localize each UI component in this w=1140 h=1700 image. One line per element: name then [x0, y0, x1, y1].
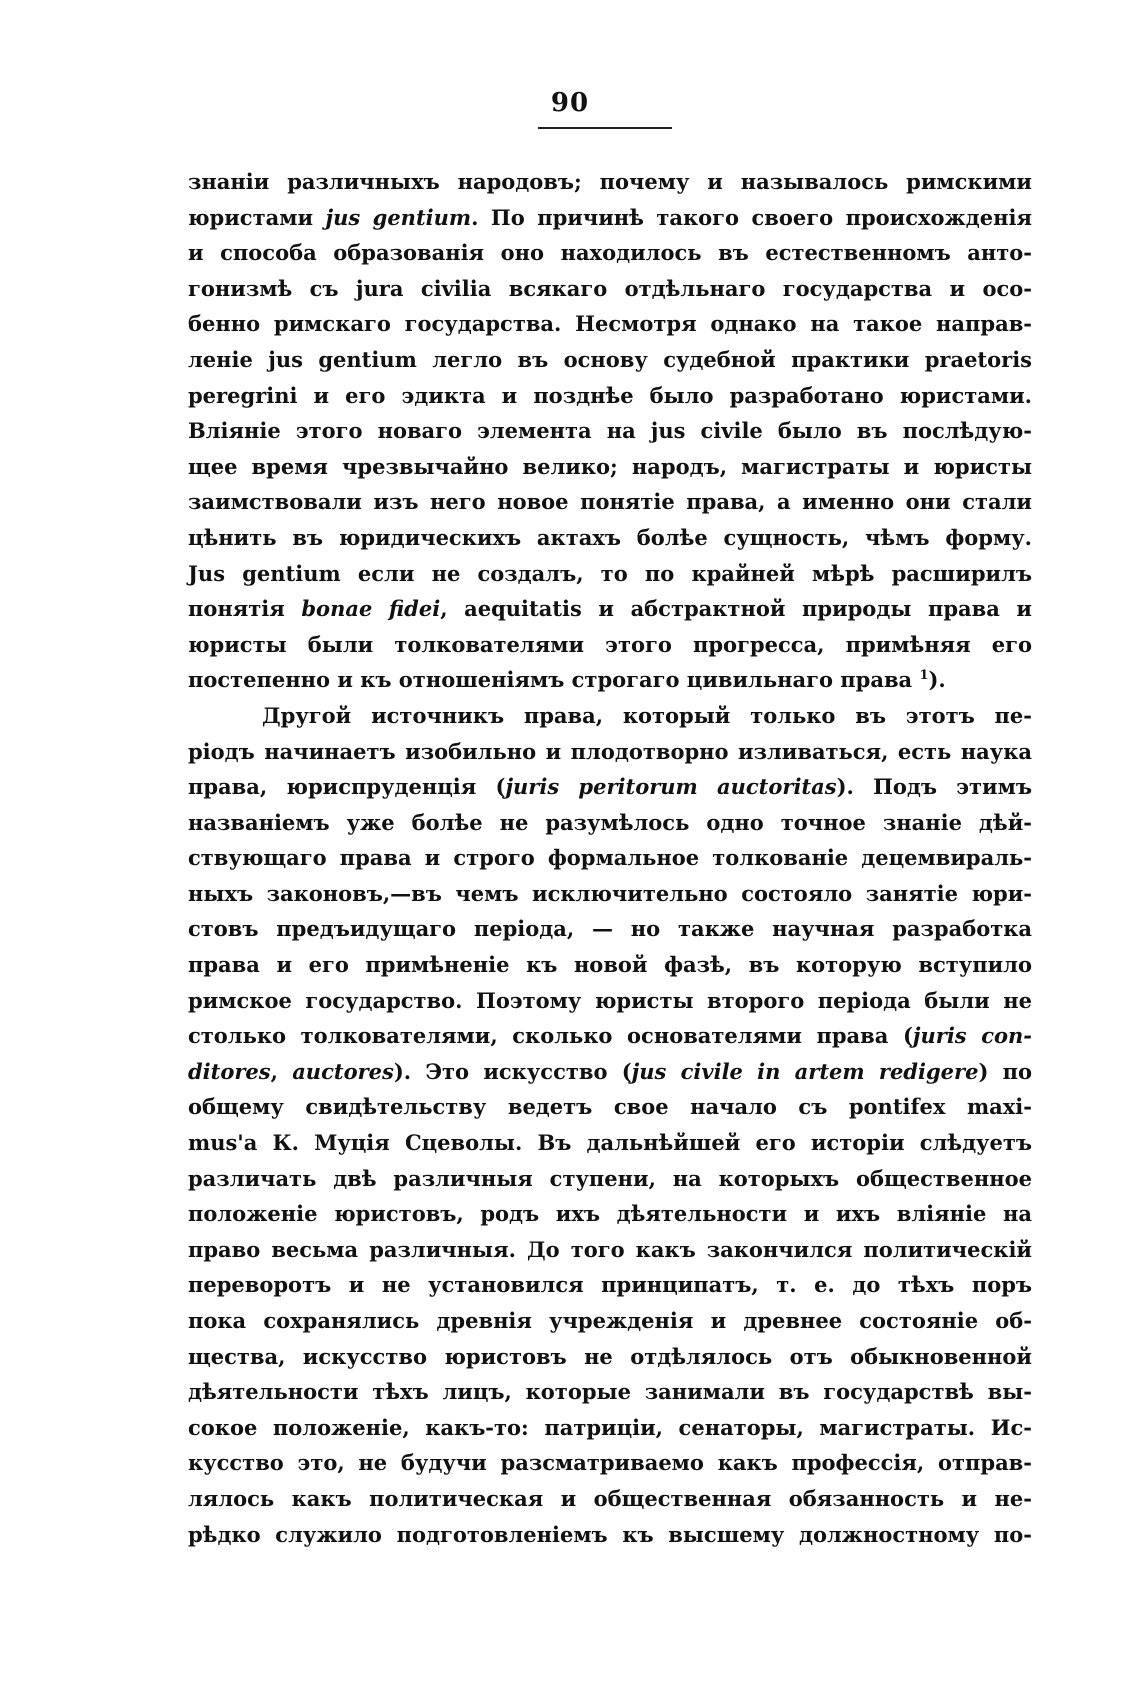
page-number-rule	[538, 127, 672, 129]
text-line: юристы были толкователями этого прогресса, примѣняя его	[188, 631, 1032, 657]
text-line: стовъ предъидущаго перiода, — но также научная разработка	[188, 916, 1032, 942]
text-line: различать двѣ различныя ступени, на которыхъ общественное	[188, 1165, 1032, 1191]
text-line: кусство это, не будучи разсматриваемо какъ профессiя, отправ-	[188, 1450, 1032, 1476]
text-line: щества, искусство юристовъ не отдѣлялось отъ обыкновенной	[188, 1343, 1032, 1369]
text-line: рѣдко служило подготовленiемъ къ высшему должностному по-	[188, 1521, 1032, 1547]
text-line: положенiе юристовъ, родъ ихъ дѣятельности и ихъ влiянiе на	[188, 1201, 1032, 1227]
text-line: рiодъ начинаетъ изобильно и плодотворно изливаться, есть наука	[188, 738, 1032, 764]
text-line: дѣятельности тѣхъ лицъ, которые занимали въ государствѣ вы-	[188, 1379, 1032, 1405]
body-text	[188, 164, 1032, 1552]
text-line: ditores, auctores). Это искусство (jus civile in artem redigere) по	[188, 1058, 1033, 1084]
text-line: столько толкователями, сколько основателями права (juris con-	[188, 1023, 1032, 1049]
text-line: пока сохранялись древнiя учрежденiя и древнее состоянiе об-	[188, 1308, 1032, 1333]
text-line: и способа образованiя оно находилось въ естественномъ анто-	[188, 240, 1032, 266]
text-line: права и его примѣненiе къ новой фазѣ, въ которую вступило	[188, 952, 1032, 978]
text-line: общему свидѣтельству ведетъ свое начало съ pontifex maxi-	[188, 1094, 1032, 1120]
text-line: цѣнить въ юридическихъ актахъ болѣе сущность, чѣмъ форму.	[188, 524, 1032, 550]
text-line: ныхъ законовъ,—въ чемъ исключительно состояло занятiе юри-	[188, 880, 1032, 906]
text-line: Jus gentium если не создалъ, то по крайней мѣрѣ расширилъ	[188, 560, 1032, 586]
text-line: щее время чрезвычайно велико; народъ, магистраты и юристы	[188, 453, 1032, 479]
text-line: знанiи различныхъ народовъ; почему и называлось римскими	[188, 169, 1032, 194]
text-line: заимствовали изъ него новое понятiе права, а именно они стали	[188, 489, 1032, 515]
text-line: право весьма различныя. До того какъ закончился политическiй	[188, 1236, 1032, 1262]
text-line: peregrini и его эдикта и позднѣе было разработано юристами.	[188, 382, 1032, 408]
text-line: гонизмѣ съ jura civilia всякаго отдѣльнаго государства и осо-	[188, 275, 1032, 301]
text-line: ствующаго права и строго формальное толкованiе децемвираль-	[188, 845, 1032, 871]
text-line: mus'а К. Муцiя Сцеволы. Въ дальнѣйшей его исторiи слѣдуетъ	[188, 1130, 1032, 1156]
text-line: ленiе jus gentium легло въ основу судебной практики praetoris	[188, 346, 1032, 372]
text-line: названiемъ уже болѣе не разумѣлось одно точное знанiе дѣй-	[188, 809, 1032, 835]
text-line: права, юриспруденцiя (juris peritorum auctoritas). Подъ этимъ	[188, 774, 1032, 800]
text-line: переворотъ и не установился принципатъ, т. е. до тѣхъ поръ	[188, 1272, 1032, 1298]
text-line: римское государство. Поэтому юристы второго перiода были не	[188, 987, 1032, 1013]
text-line: Влiянiе этого новаго элемента на jus civile было въ послѣдую-	[188, 418, 1032, 444]
text-line: лялось какъ политическая и общественная обязанность и не-	[188, 1485, 1032, 1511]
text-line: сокое положенiе, какъ-то: патрицiи, сенаторы, магистраты. Ис-	[188, 1414, 1032, 1440]
paragraph-first-line: Другой источникъ права, который только въ этотъ пе-	[262, 702, 1032, 728]
page-number: 90	[550, 88, 590, 118]
text-line: постепенно и къ отношенiямъ строгаго цивильнаго права $^1$).	[188, 667, 946, 693]
text-line: бенно римскаго государства. Несмотря однако на такое направ-	[188, 311, 1032, 337]
text-line: понятiя bonae fidei, aequitatis и абстрактной природы права и	[188, 596, 1032, 622]
text-line: юристами jus gentium. По причинѣ такого своего происхожденiя	[188, 204, 1032, 230]
